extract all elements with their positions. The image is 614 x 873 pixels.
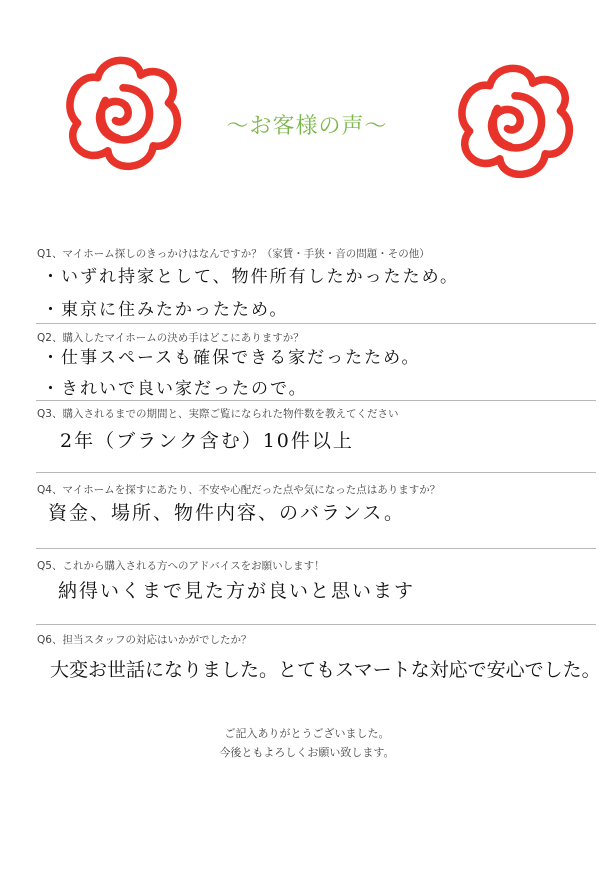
closing-line-1: ご記入ありがとうございました。 (224, 727, 390, 740)
question-2-answer-1: ・仕事スペースも確保できる家だったため。 (42, 348, 421, 368)
question-1-label: Q1、マイホーム探しのきっかけはなんですか？（家賃・手狭・音の問題・その他） (37, 248, 430, 260)
divider (36, 323, 596, 324)
page-title: 〜お客様の声〜 (226, 114, 388, 139)
divider (36, 624, 596, 625)
question-4-answer: 資金、場所、物件内容、のバランス。 (48, 502, 406, 524)
question-2-answer-2: ・きれいで良い家だったので。 (42, 379, 308, 399)
divider (36, 472, 596, 473)
question-1-answer-1: ・いずれ持家として、物件所有したかったため。 (42, 267, 459, 287)
question-4-label: Q4、マイホームを探すにあたり、不安や心配だった点や気になった点はありますか？ (37, 484, 441, 496)
question-3-label: Q3、購入されるまでの期間と、実際ご覧になられた物件数を教えてください (37, 408, 399, 420)
question-6-answer: 大変お世話になりました。とてもスマートな対応で安心でした。 (50, 659, 601, 681)
divider (36, 400, 596, 401)
question-6-label: Q6、担当スタッフの対応はいかがでしたか？ (37, 634, 252, 646)
divider (36, 548, 596, 549)
question-1-answer-2: ・東京に住みたかったため。 (42, 300, 289, 320)
question-5-label: Q5、これから購入される方へのアドバイスをお願いします！ (37, 560, 325, 572)
question-5-answer: 納得いくまで見た方が良いと思います (58, 580, 416, 602)
closing-line-2: 今後ともよろしくお願い致します。 (219, 746, 395, 759)
question-3-answer: 2年（ブランク含む）10件以上 (60, 430, 354, 452)
question-2-label: Q2、購入したマイホームの決め手はどこにありますか？ (37, 332, 304, 344)
